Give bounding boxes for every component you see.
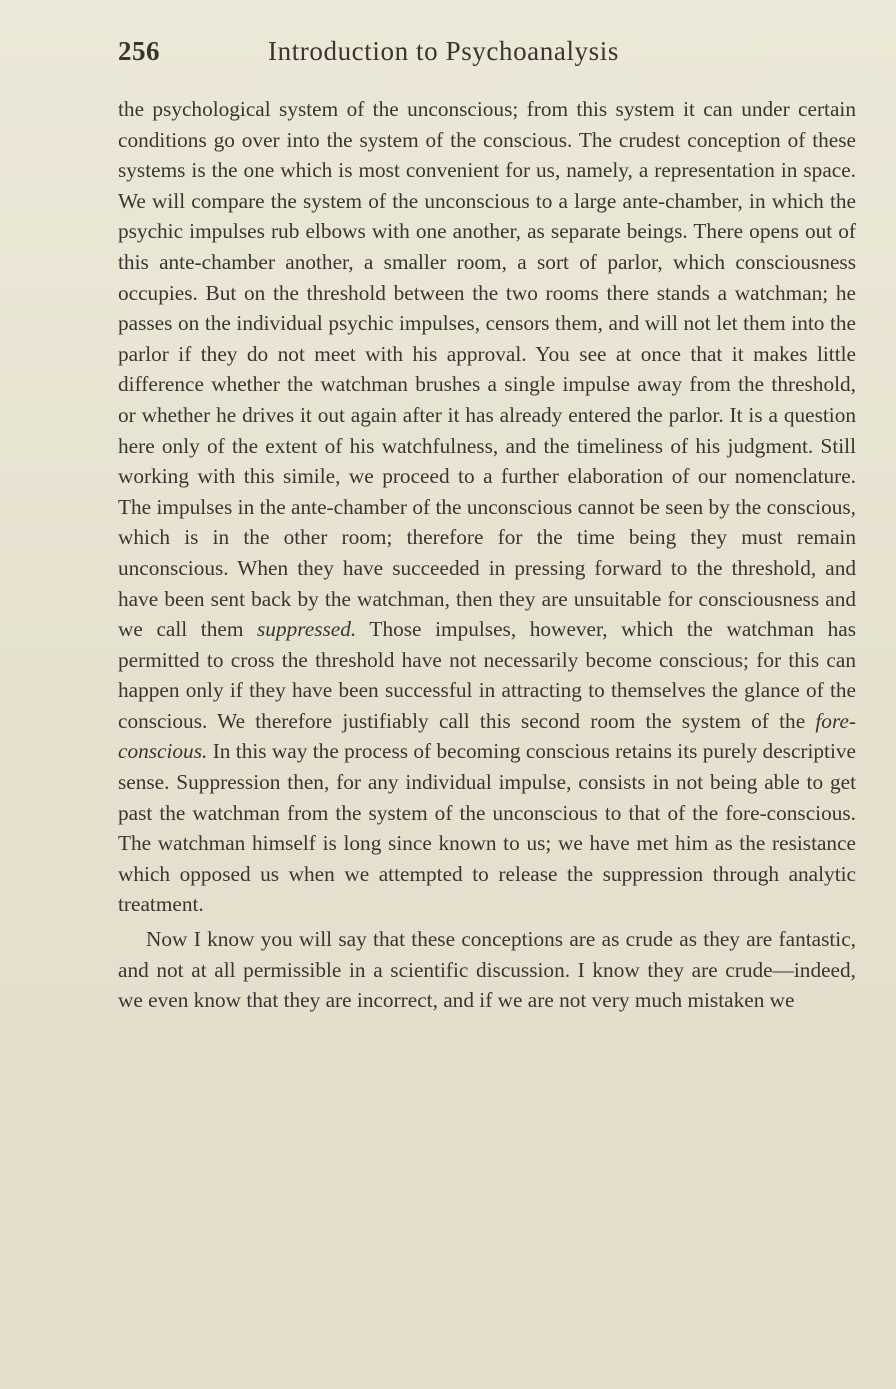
paragraph: Now I know you will say that these conceptions are as crude as they are fantastic, and not at all permissible in a scientific discussion. I know they are crude—indeed, we even know that they are incorrect, and if we are not very much mistaken we xyxy=(118,927,856,1013)
text-run: Those impulses, however, which the watchman has permitted to cross the threshold have not necessarily become conscious; for this can happen only if they have been successful in attracting to themselves the glance of the conscious. We therefore justifiably call this second room the system of the xyxy=(118,617,856,733)
text-run: In this way the process of becoming conscious retains its purely descriptive sense. Suppression then, for any individual impulse, consists in not being able to get past the watchman from the system of the unconscious to that of the fore-conscious. The watchman himself is long since known to us; we have met him as the resistance which opposed us when we attempted to release the suppression through analytic treatment. xyxy=(118,739,856,917)
page-header xyxy=(118,36,856,86)
paragraph xyxy=(118,94,856,920)
italic-term: suppressed. xyxy=(257,617,357,642)
text-run: the psychological system of the unconscious; from this system it can under certain conditions go over into the system of the conscious. The crudest conception of these systems is the one which is most convenient for us, namely, a representation in space. We will compare the system of the unconscious to a large ante-chamber, in which the psychic impulses rub elbows with one another, as separate beings. There opens out of this ante-chamber another, a smaller room, a sort of parlor, which consciousness occupies. But on the threshold between the two rooms there stands a watchman; he passes on the individual psychic impulses, censors them, and will not let them into the parlor if they do not meet with his approval. You see at once that it makes little difference whether the watchman brushes a single impulse away from the threshold, or whether he drives it out again after it has already entered the parlor. It is a question here only of the extent of his watchfulness, and the timeliness of his judgment. Still working with this simile, we proceed to a further elaboration of our nomenclature. The impulses in the ante-chamber of the unconscious cannot be seen by the conscious, which is in the other room; therefore for the time being they must remain unconscious. When they have succeeded in pressing forward to the threshold, and have been sent back by the watchman, then they are unsuitable for consciousness and we call them xyxy=(118,97,856,642)
body-text xyxy=(118,94,856,1016)
running-title: Introduction to Psychoanalysis xyxy=(268,36,619,66)
page-number: 256 xyxy=(118,36,160,66)
italic-term: fore-conscious. xyxy=(118,708,856,764)
